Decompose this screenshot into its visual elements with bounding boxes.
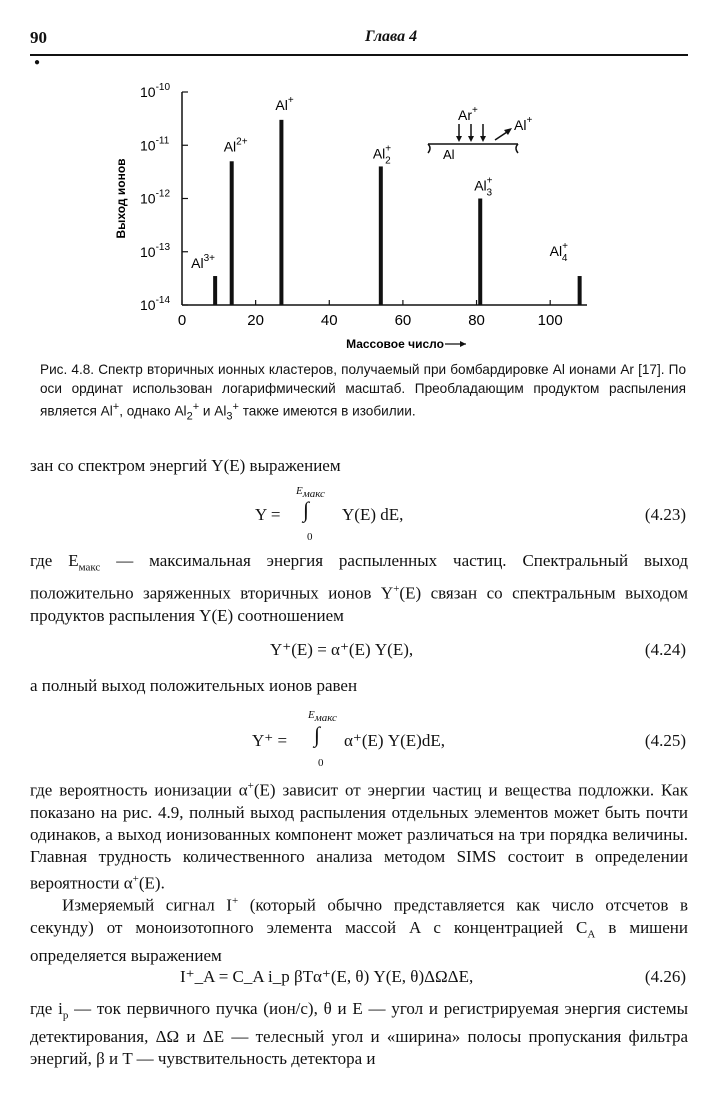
p6-a: где i [30,999,63,1018]
page-header [30,28,688,52]
caption-sup-1: + [112,401,120,413]
eq25-lhs: Y⁺ = [252,731,288,750]
caption-text-2: , однако Al [119,403,187,419]
eq25-lower: 0 [318,757,324,769]
bar-al-2 [230,161,234,305]
margin-dot: ● [34,57,41,68]
integral-sign: ∫ [303,497,310,522]
eq23-integrand: Y(E) dE, [342,505,404,524]
p5-c: в мишени определяется выражением [30,917,689,966]
x-tick-label: 20 [247,312,264,329]
bar-al-3 [279,120,283,305]
eq25-integrand: α⁺(E) Y(E)dE, [344,731,445,750]
p6-sub: p [62,1009,69,1022]
eq24-body: Y⁺(E) = α⁺(E) Y(E), [270,640,414,659]
bar-label-3: Al+ [275,94,294,113]
x-tick-label: 0 [177,312,187,329]
y-tick-label: $10^{-14}$ [140,295,171,313]
bar-al-5 [478,199,482,306]
x-axis-arrowhead [460,341,466,347]
paragraph-2 [30,550,688,627]
inset-arrowhead-1 [456,136,462,142]
y-tick-label: $10^{-13}$ [140,241,171,260]
bar-al-6 [578,276,582,305]
caption-sub-3: 3 [226,410,233,423]
spectrum-chart [110,80,590,365]
equation-4-23 [30,485,688,545]
p2-sup: + [393,583,400,596]
figure-4-8 [110,80,590,365]
bar-label-1: $Al^{3+}$ [191,253,215,272]
equation-4-26 [30,955,688,995]
equation-4-24 [30,622,688,662]
inset-target-left [428,144,430,153]
eq25-upper-e: E [308,709,315,721]
x-tick-label: 60 [394,312,412,329]
bar-al-1 [213,276,217,305]
caption-sub-2: 2 [186,410,193,423]
y-tick-label: $10^{-10}$ [140,82,171,100]
bar-label-2: $Al^{2+}$ [223,136,248,155]
p2-c: (E) связан со спектральным выходом продуктов распыления Y(E) соотношением [30,584,688,626]
caption-text-3: и Al [199,403,227,419]
bar-al-4 [379,166,383,305]
caption-sup-2: + [192,401,200,413]
p4-a: где вероятность ионизации α [30,780,248,800]
y-tick-label: $10^{-12}$ [140,188,171,207]
eq26-body: I⁺_A = C_A i_p βTα⁺(E, θ) Y(E, θ)ΔΩΔE, [180,967,474,986]
eq23-upper-sub: макс [302,488,325,501]
paragraph-6 [30,998,688,1070]
p2-b: — максимальная энергия распыленных частиц. Спектральный выход положительно заряженных вторичных ионов Y [30,551,688,604]
inset-arrowhead-3 [480,136,486,142]
p5-b: (который обычно представляется как число отсчетов в секунду) от моноизотопного элемента массой A с концентрацией C [30,895,688,937]
p4-sup-1: + [247,780,254,792]
eq23-upper-e: E [296,485,303,497]
p5-a: Измеряемый сигнал I [62,895,232,915]
inset-arrowhead-2 [468,136,474,142]
p4-c: (E). [138,873,165,893]
figure-caption [40,360,686,426]
y-axis-label: Выход ионов [114,158,128,239]
bar-label-5: Al+ 3 [474,175,493,199]
inset-target-right [516,144,518,153]
inset-target-label: Al [443,147,455,162]
caption-text-4: также имеются в изобилии. [238,403,416,419]
x-tick-label: 80 [468,312,485,329]
inset-emitted-label: Al+ [514,115,533,133]
eq23-lower: 0 [307,531,313,543]
eq23-number: (4.23) [644,505,686,524]
paragraph-3: а полный выход положительных ионов равен [30,676,358,695]
inset-incident-label: Ar+ [458,105,478,123]
caption-text-1: Рис. 4.8. Спектр вторичных ионных кластеров, получаемый при бомбардировке Al ионами Ar [17]. По оси ординат использован логарифмический масштаб. Преобладающим продуктом распыления является Al [40,362,686,419]
eq24-number: (4.24) [644,640,686,659]
page-number: 90 [30,28,47,47]
y-tick-label: $10^{-11}$ [140,135,170,154]
x-tick-label: 40 [320,312,338,329]
caption-sup-3: + [232,401,239,413]
x-tick-label: 100 [537,312,563,329]
x-axis-label: Массовое число [346,337,444,351]
eq23-upper [296,485,325,500]
eq23-lhs: Y = [255,505,281,524]
p4-b: (E) зависит от энергии частиц и вещества подложки. Как показано на рис. 4.9, полный выход распыления отдельных элементов может быть почти одинаков, а выход ионизованных компонент может различаться на три порядка величины. Главная трудность количественного анализа методом SIMS состоит в определении вероятности α [30,780,688,893]
paragraph-4 [30,775,688,894]
eq25-upper [308,709,337,724]
p5-sub: A [587,928,596,941]
bar-label-4: Al+ 2 [372,143,392,167]
eq25-number: (4.25) [644,731,686,750]
p2-sub: макс [78,561,101,574]
p5-sup: + [231,895,239,907]
chapter-title: Глава 4 [365,28,418,45]
integral-sign: ∫ [314,722,321,747]
bar-label-6: Al+ 4 [549,241,568,265]
p6-b: — ток первичного пучка (ион/с), θ и E — угол и регистрируемая энергия системы детектирования, ΔΩ и ΔE — телесный угол и «ширина» полосы пропускания фильтра энергий, β и T — чувствительность детектора и [30,999,688,1069]
eq25-upper-sub: макс [314,712,337,725]
p2-a: где E [30,551,79,570]
paragraph-1: зан со спектром энергий Y(E) выражением [30,456,341,475]
equation-4-25 [30,705,688,769]
header-rule [30,54,688,56]
p4-sup-2: + [132,872,139,885]
eq26-number: (4.26) [644,967,686,986]
